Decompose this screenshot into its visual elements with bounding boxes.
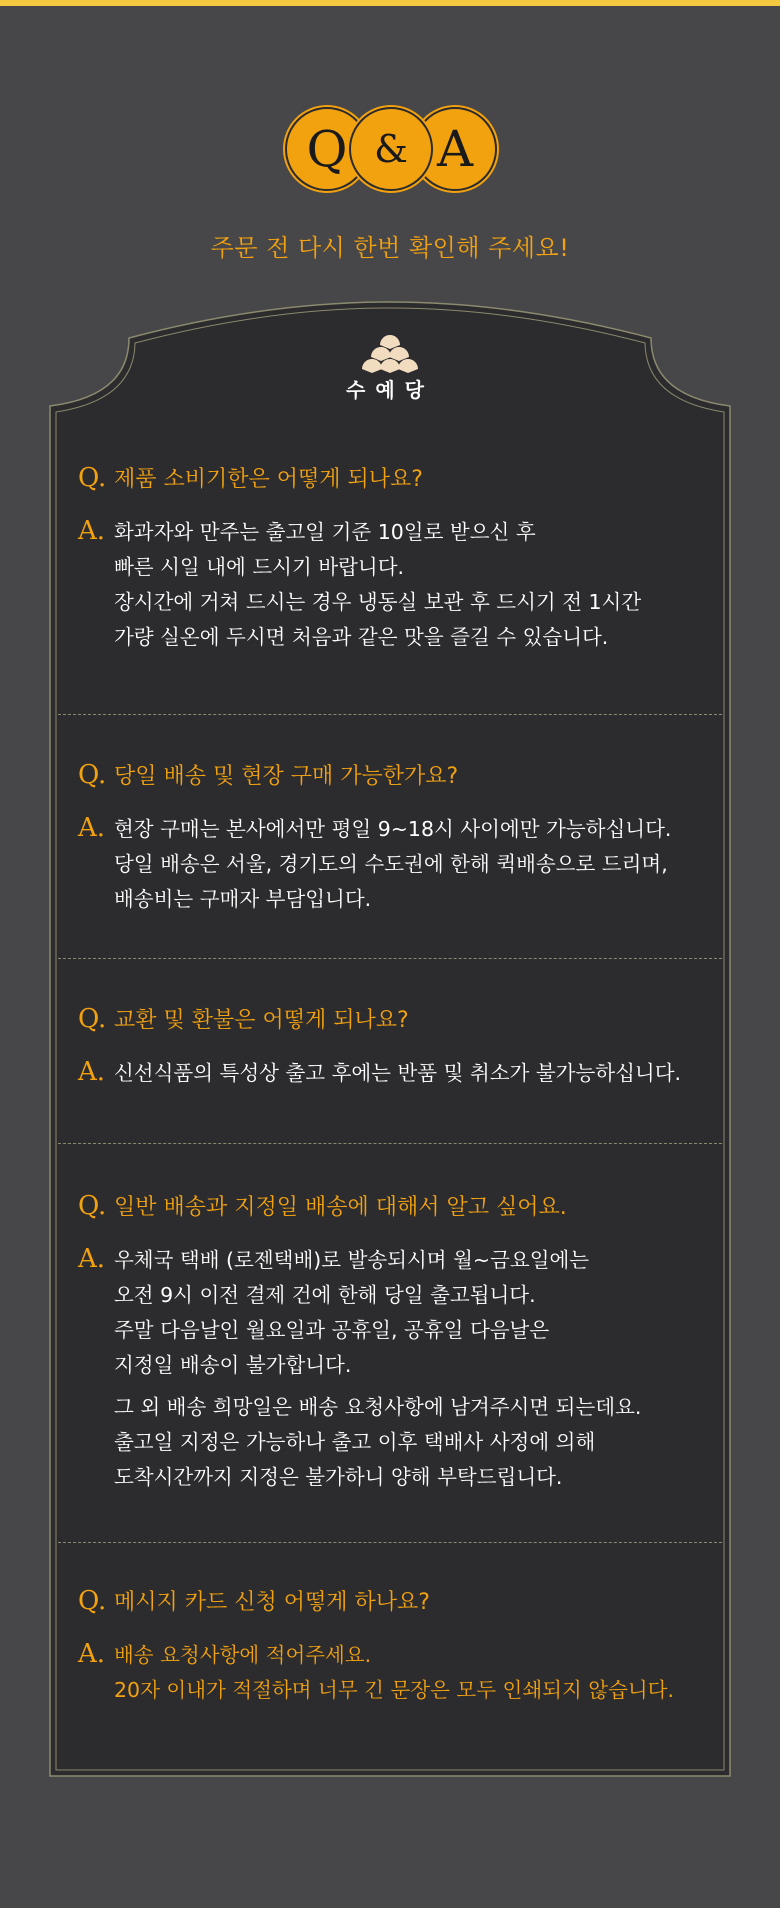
question-text: 제품 소비기한은 어떻게 되나요? [114, 467, 423, 492]
faq-answer [78, 515, 718, 655]
badge-q-circle: Q [285, 107, 369, 191]
question-text: 메시지 카드 신청 어떻게 하나요? [114, 1590, 430, 1615]
faq-answer [78, 1638, 718, 1708]
faq-question [78, 462, 718, 493]
dashed-divider [58, 1143, 722, 1144]
faq-item [78, 759, 718, 917]
answer-mark-label: A. [78, 1639, 106, 1669]
faq-question [78, 1003, 718, 1034]
dashed-divider [58, 714, 722, 715]
dashed-divider [58, 958, 722, 959]
faq-answer [78, 812, 718, 917]
answer-line: 화과자와 만주는 출고일 기준 10일로 받으신 후 [114, 520, 536, 544]
faq-question [78, 1190, 718, 1221]
question-mark-label: Q. [78, 1004, 107, 1034]
question-mark-label: Q. [78, 760, 107, 790]
answer-line: 가량 실온에 두시면 처음과 같은 맛을 즐길 수 있습니다. [114, 625, 609, 649]
faq-question [78, 759, 718, 790]
faq-question [78, 1585, 718, 1616]
faq-answer [78, 1243, 718, 1495]
badge-amp-circle: & [349, 107, 433, 191]
question-text: 교환 및 환불은 어떻게 되나요? [114, 1008, 409, 1033]
page-subtitle: 주문 전 다시 한번 확인해 주세요! [210, 234, 570, 262]
answer-mark-label: A. [78, 1244, 106, 1274]
badge-a-circle: A [413, 107, 497, 191]
faq-item [78, 1190, 718, 1495]
answer-line: 신선식품의 특성상 출고 후에는 반품 및 취소가 불가능하십니다. [114, 1061, 682, 1085]
answer-line: 배송 요청사항에 적어주세요. [114, 1643, 372, 1667]
top-accent-bar [0, 0, 780, 6]
question-text: 일반 배송과 지정일 배송에 대해서 알고 싶어요. [114, 1195, 567, 1220]
answer-mark-label: A. [78, 516, 106, 546]
answer-line: 도착시간까지 지정은 불가하니 양해 부탁드립니다. [114, 1465, 563, 1489]
question-mark-label: Q. [78, 463, 107, 493]
answer-line: 주말 다음날인 월요일과 공휴일, 공휴일 다음날은 [114, 1318, 550, 1342]
answer-mark-label: A. [78, 813, 106, 843]
answer-line: 당일 배송은 서울, 경기도의 수도권에 한해 퀵배송으로 드리며, [114, 852, 668, 876]
question-mark-label: Q. [78, 1191, 107, 1221]
faq-item [78, 1003, 718, 1091]
answer-line: 오전 9시 이전 결제 건에 한해 당일 출고됩니다. [114, 1283, 536, 1307]
answer-line: 지정일 배송이 불가합니다. [114, 1353, 352, 1377]
answer-line: 장시간에 거쳐 드시는 경우 냉동실 보관 후 드시기 전 1시간 [114, 590, 642, 614]
dashed-divider [58, 1542, 722, 1543]
answer-mark-label: A. [78, 1057, 106, 1087]
brand-name: 수예당 [346, 378, 434, 402]
question-mark-label: Q. [78, 1586, 107, 1616]
qa-badge [285, 107, 495, 191]
answer-line: 빠른 시일 내에 드시기 바랍니다. [114, 555, 405, 579]
faq-item [78, 1585, 718, 1708]
answer-line: 20자 이내가 적절하며 너무 긴 문장은 모두 인쇄되지 않습니다. [114, 1678, 675, 1702]
answer-line: 현장 구매는 본사에서만 평일 9~18시 사이에만 가능하십니다. [114, 817, 672, 841]
answer-line: 출고일 지정은 가능하나 출고 이후 택배사 사정에 의해 [114, 1430, 596, 1454]
question-text: 당일 배송 및 현장 구매 가능한가요? [114, 764, 459, 789]
answer-line: 배송비는 구매자 부담입니다. [114, 887, 372, 911]
faq-item [78, 462, 718, 655]
faq-answer [78, 1056, 718, 1091]
answer-line: 그 외 배송 희망일은 배송 요청사항에 남겨주시면 되는데요. [114, 1395, 642, 1419]
answer-line: 우체국 택배 (로젠택배)로 발송되시며 월~금요일에는 [114, 1248, 590, 1272]
